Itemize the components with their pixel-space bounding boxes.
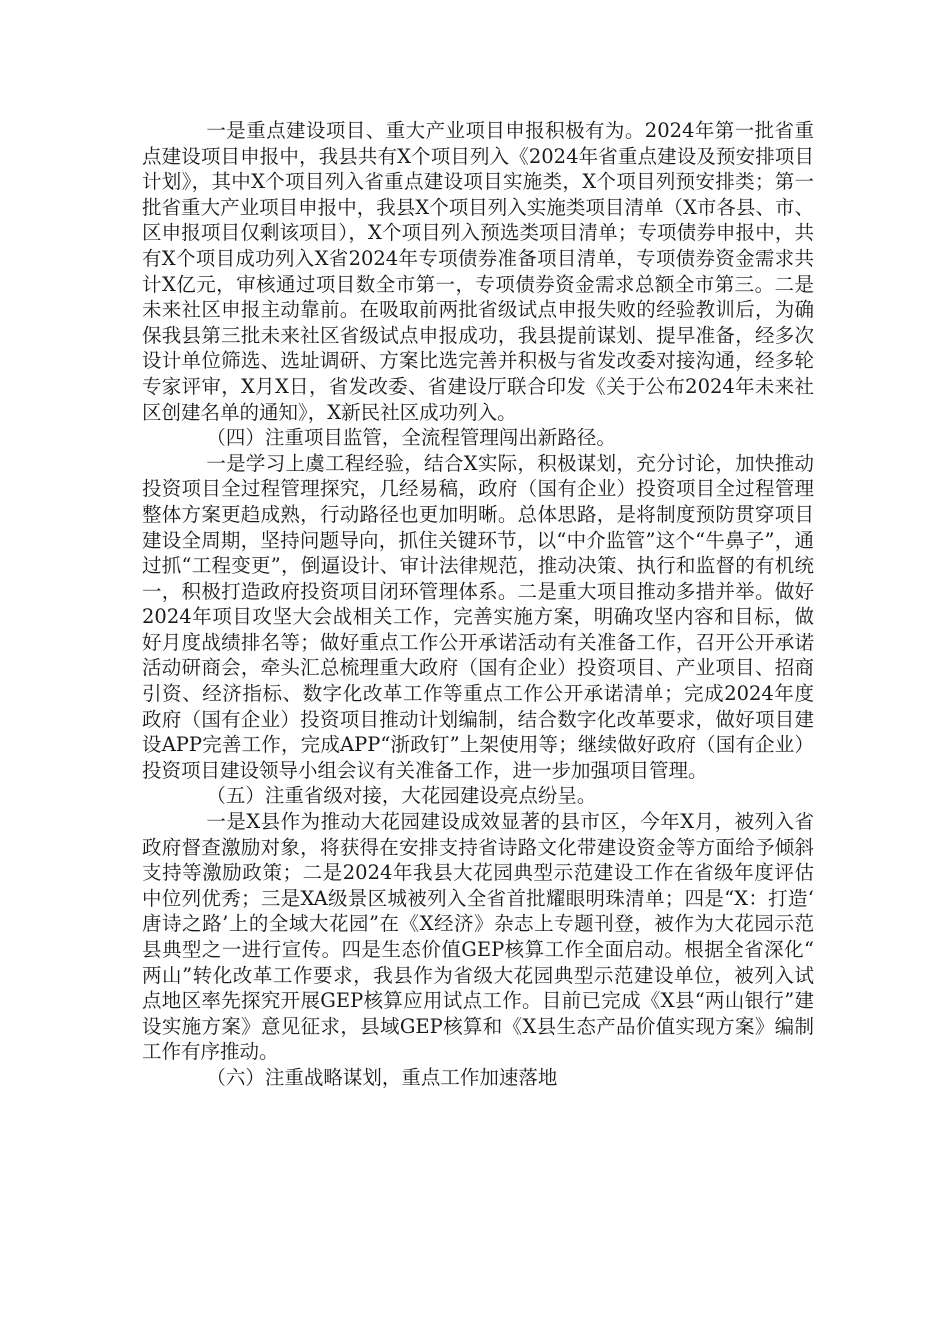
paragraph-garden-construction: 一是X县作为推动大花园建设成效显著的县市区，今年X月，被列入省政府督查激励对象，将获得在安排支持省诗路文化带建设资金等方面给予倾斜支持等激励政策；二是2024年我县大花园典型示范建设工作在省级年度评估中位列优秀；三是XA级景区城被列入全省首批耀眼明珠清单；四是“X：打造‘唐诗之路’上的全域大花园”在《X经济》杂志上专题刊登，被作为大花园示范县典型之一进行宣传。四是生态价值GEP核算工作全面启动。根据全省深化“两山”转化改革工作要求，我县作为省级大花园典型示范建设单位，被列入试点地区率先探究开展GEP核算应用试点工作。目前已完成《X县“两山银行”建设实施方案》意见征求，县域GEP核算和《X县生态产品价值实现方案》编制工作有序推动。 — [142, 810, 814, 1064]
paragraph-project-supervision: 一是学习上虞工程经验，结合X实际，积极谋划，充分讨论，加快推动投资项目全过程管理探究，几经易稿，政府（国有企业）投资项目全过程管理整体方案更趋成熟，行动路径也更加明晰。总体思路，是将制度预防贯穿项目建设全周期，坚持问题导向，抓住关键环节，以“中介监管”这个“牛鼻子”，通过抓“工程变更”，倒逼设计、审计法律规范，推动决策、执行和监督的有机统一，积极打造政府投资项目闭环管理体系。二是重大项目推动多措并举。做好2024年项目攻坚大会战相关工作，完善实施方案，明确攻坚内容和目标，做好月度战绩排名等；做好重点工作公开承诺活动有关准备工作，召开公开承诺活动研商会，牵头汇总梳理重大政府（国有企业）投资项目、产业项目、招商引资、经济指标、数字化改革工作等重点工作公开承诺清单；完成2024年度政府（国有企业）投资项目推动计划编制，结合数字化改革要求，做好项目建设APP完善工作，完成APP“浙政钉”上架使用等；继续做好政府（国有企业）投资项目建设领导小组会议有关准备工作，进一步加强项目管理。 — [142, 451, 814, 782]
paragraph-project-declaration: 一是重点建设项目、重大产业项目申报积极有为。2024年第一批省重点建设项目申报中，我县共有X个项目列入《2024年省重点建设及预安排项目计划》，其中X个项目列入省重点建设项目实施类，X个项目列预安排类；第一批省重大产业项目申报中，我县X个项目列入实施类项目清单（X市各县、市、区申报项目仅剩该项目），X个项目列入预选类项目清单；专项债券申报中，共有X个项目成功列入X省2024年专项债券准备项目清单，专项债券资金需求共计X亿元，审核通过项目数全市第一，专项债券资金需求总额全市第三。二是未来社区申报主动靠前。在吸取前两批省级试点申报失败的经验教训后，为确保我县第三批未来社区省级试点申报成功，我县提前谋划、提早准备，经多次设计单位筛选、选址调研、方案比选完善并积极与省发改委对接沟通，经多轮专家评审，X月X日，省发改委、省建设厅联合印发《关于公布2024年未来社区创建名单的通知》，X新民社区成功列入。 — [142, 119, 814, 424]
document-body — [142, 118, 814, 1091]
section-heading-4: （四）注重项目监管，全流程管理闯出新路径。 — [206, 426, 616, 450]
section-heading-6: （六）注重战略谋划，重点工作加速落地 — [206, 1065, 558, 1089]
section-heading-5: （五）注重省级对接，大花园建设亮点纷呈。 — [206, 784, 597, 808]
